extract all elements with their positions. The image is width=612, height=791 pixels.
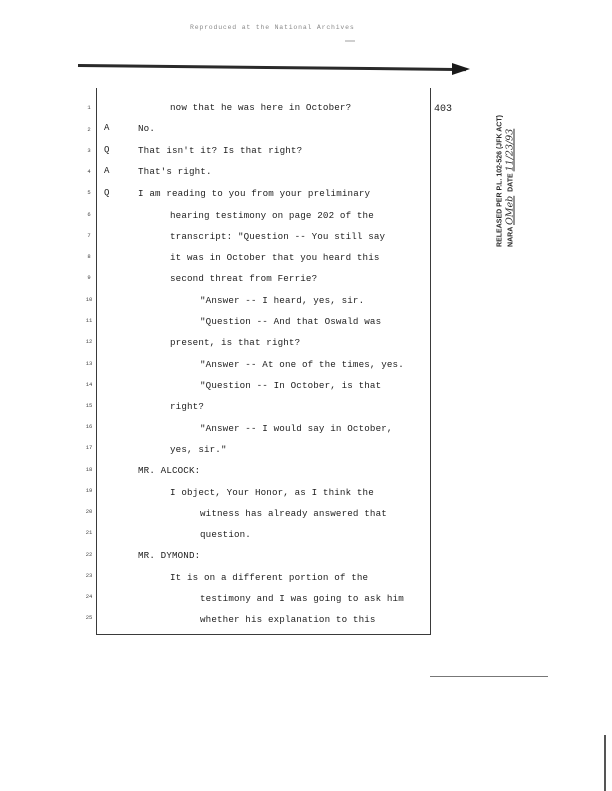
transcript-line: I am reading to you from your preliminary [138, 188, 371, 199]
bottom-scan-mark [430, 676, 548, 677]
line-number: 8 [87, 253, 91, 260]
line-number: 7 [87, 232, 91, 239]
line-number: 1 [87, 104, 91, 111]
transcript-line: It is on a different portion of the [170, 572, 369, 583]
line-number: 4 [87, 168, 91, 175]
transcript-line: "Answer -- At one of the times, yes. [200, 359, 404, 370]
transcript-line: witness has already answered that [200, 508, 387, 519]
line-number: 10 [85, 296, 93, 303]
transcript-line: hearing testimony on page 202 of the [170, 210, 374, 221]
scan-edge-mark [604, 735, 606, 791]
transcript-line: present, is that right? [170, 337, 301, 348]
top-rule [78, 64, 466, 71]
page-number: 403 [434, 104, 453, 115]
transcript-line: yes, sir." [170, 444, 227, 455]
line-number: 16 [85, 423, 93, 430]
transcript-line: "Answer -- I heard, yes, sir. [200, 295, 365, 306]
release-stamp-line2 [506, 115, 517, 247]
line-number: 15 [85, 402, 93, 409]
line-number: 3 [87, 147, 91, 154]
line-number: 22 [85, 551, 93, 558]
speaker-heading: MR. ALCOCK: [138, 465, 201, 476]
release-stamp [496, 115, 517, 247]
speaker-heading: MR. DYMOND: [138, 550, 201, 561]
transcript-line: right? [170, 401, 204, 412]
speaker-label: A [104, 166, 110, 176]
transcript-line: "Question -- In October, is that [200, 380, 382, 391]
transcript-line: I object, Your Honor, as I think the [170, 487, 374, 498]
line-number: 6 [87, 211, 91, 218]
date-label: DATE [507, 173, 515, 192]
header-smudge [345, 40, 355, 42]
line-number: 2 [87, 126, 91, 133]
transcript-line: "Answer -- I would say in October, [200, 423, 393, 434]
line-number: 14 [85, 381, 93, 388]
line-number: 17 [85, 444, 93, 451]
line-number: 19 [85, 487, 93, 494]
line-number: 25 [85, 614, 93, 621]
release-stamp-line1: RELEASED PER P.L. 102-526 (JFK ACT) [496, 115, 504, 247]
line-number: 11 [85, 317, 93, 324]
line-number: 20 [85, 508, 93, 515]
line-number: 24 [85, 593, 93, 600]
release-date: 11/23/93 [504, 128, 516, 172]
archive-header: Reproduced at the National Archives [190, 24, 355, 31]
line-number: 13 [85, 360, 93, 367]
nara-label: NARA [507, 226, 515, 247]
speaker-label: Q [104, 145, 110, 155]
transcript-line: now that he was here in October? [170, 102, 352, 113]
line-number: 23 [85, 572, 93, 579]
nara-signature: OMeb [504, 195, 516, 226]
transcript-line: "Question -- And that Oswald was [200, 316, 382, 327]
top-rule-wedge [452, 63, 470, 75]
transcript-line: That isn't it? Is that right? [138, 145, 303, 156]
transcript-line: That's right. [138, 166, 212, 177]
line-number: 12 [85, 338, 93, 345]
line-number: 21 [85, 529, 93, 536]
transcript-line: No. [138, 123, 155, 134]
transcript-line: second threat from Ferrie? [170, 273, 318, 284]
transcript-line: question. [200, 529, 251, 540]
line-number: 18 [85, 466, 93, 473]
speaker-label: Q [104, 188, 110, 198]
transcript-line: testimony and I was going to ask him [200, 593, 404, 604]
line-number: 5 [87, 189, 91, 196]
transcript-line: whether his explanation to this [200, 614, 376, 625]
transcript-line: transcript: "Question -- You still say [170, 231, 386, 242]
speaker-label: A [104, 123, 110, 133]
transcript-line: it was in October that you heard this [170, 252, 380, 263]
line-number: 9 [87, 274, 91, 281]
